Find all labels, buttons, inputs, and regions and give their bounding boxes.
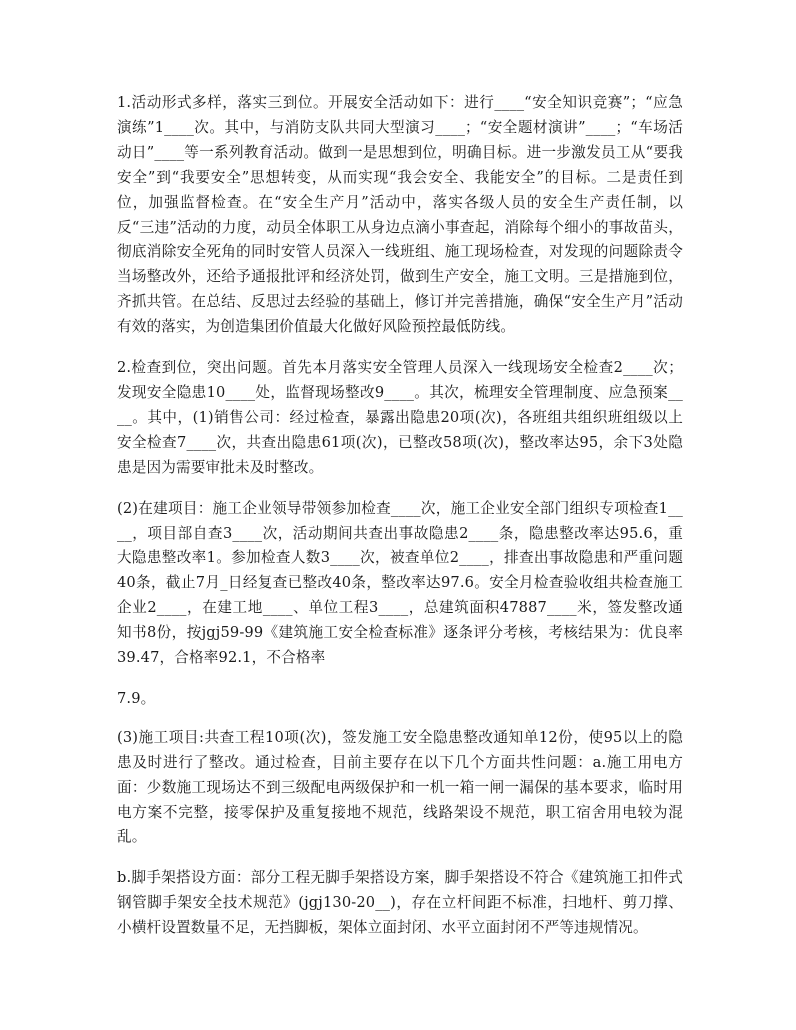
paragraph-rate-continuation: 7.9。 <box>117 689 156 707</box>
document-page <box>117 91 683 957</box>
paragraph-construction-items: (3)施工项目:共查工程10项(次)，签发施工安全隐患整改通知单12份，使95以上的隐患及时进行了整改。通过检查，目前主要存在以下几个方面共性问题：a.施工用电方面：少数施工现场达不到三级配电两级保护和一机一箱一闸一漏保的基本要求，临时用电方案不完整，接零保护及重复接地不规范，线路架设不规范，职工宿舍用电较为混乱。 <box>117 728 683 846</box>
paragraph-scaffolding: b.脚手架搭设方面：部分工程无脚手架搭设方案，脚手架搭设不符合《建筑施工扣件式钢管脚手架安全技术规范》(jgj130-20__)，存在立杆间距不标准，扫地杆、剪刀撑、小横杆设置数量不足，无挡脚板，架体立面封闭、水平立面封闭不严等违规情况。 <box>117 869 683 937</box>
paragraph-construction-projects: (2)在建项目：施工企业领导带领参加检查____次，施工企业安全部门组织专项检查1____，项目部自查3____次，活动期间共查出事故隐患2____条，隐患整改率达95.6，重大隐患整改率1。参加检查人数3____次，被查单位2____，排查出事故隐患和严重问题40条，截止7月_日经复查已整改40条，整改率达97.6。安全月检查验收组共检查施工企业2____，在建工地____、单位工程3____，总建筑面积47887____米，签发整改通知书8份，按jgj59-99《建筑施工安全检查标准》逐条评分考核，考核结果为：优良率39.47，合格率92.1，不合格率 <box>117 499 683 667</box>
paragraph-activities: 1.活动形式多样，落实三到位。开展安全活动如下：进行____“安全知识竞赛”；“应急演练”1____次。其中，与消防支队共同大型演习____；“安全题材演讲”____；“车场活动日”____等一系列教育活动。做到一是思想到位，明确目标。进一步激发员工从“要我安全”到“我要安全”思想转变，从而实现“我会安全、我能安全”的目标。二是责任到位，加强监督检查。在“安全生产月”活动中，落实各级人员的安全生产责任制，以反“三违”活动的力度，动员全体职工从身边点滴小事查起，消除每个细小的事故苗头，彻底消除安全死角的同时安管人员深入一线班组、施工现场检查，对发现的问题除责令当场整改外，还给予通报批评和经济处罚，做到生产安全，施工文明。三是措施到位，齐抓共管。在总结、反思过去经验的基础上，修订并完善措施，确保“安全生产月”活动有效的落实，为创造集团价值最大化做好风险预控最低防线。 <box>117 94 683 336</box>
paragraph-inspection: 2.检查到位，突出问题。首先本月落实安全管理人员深入一线现场安全检查2____次；发现安全隐患10____处，监督现场整改9____。其次，梳理安全管理制度、应急预案____。其中，(1)销售公司：经过检查，暴露出隐患20项(次)，各班组共组织班组级以上安全检查7____次，共查出隐患61项(次)，已整改58项(次)，整改率达95，余下3处隐患是因为需要审批未及时整改。 <box>117 359 683 476</box>
